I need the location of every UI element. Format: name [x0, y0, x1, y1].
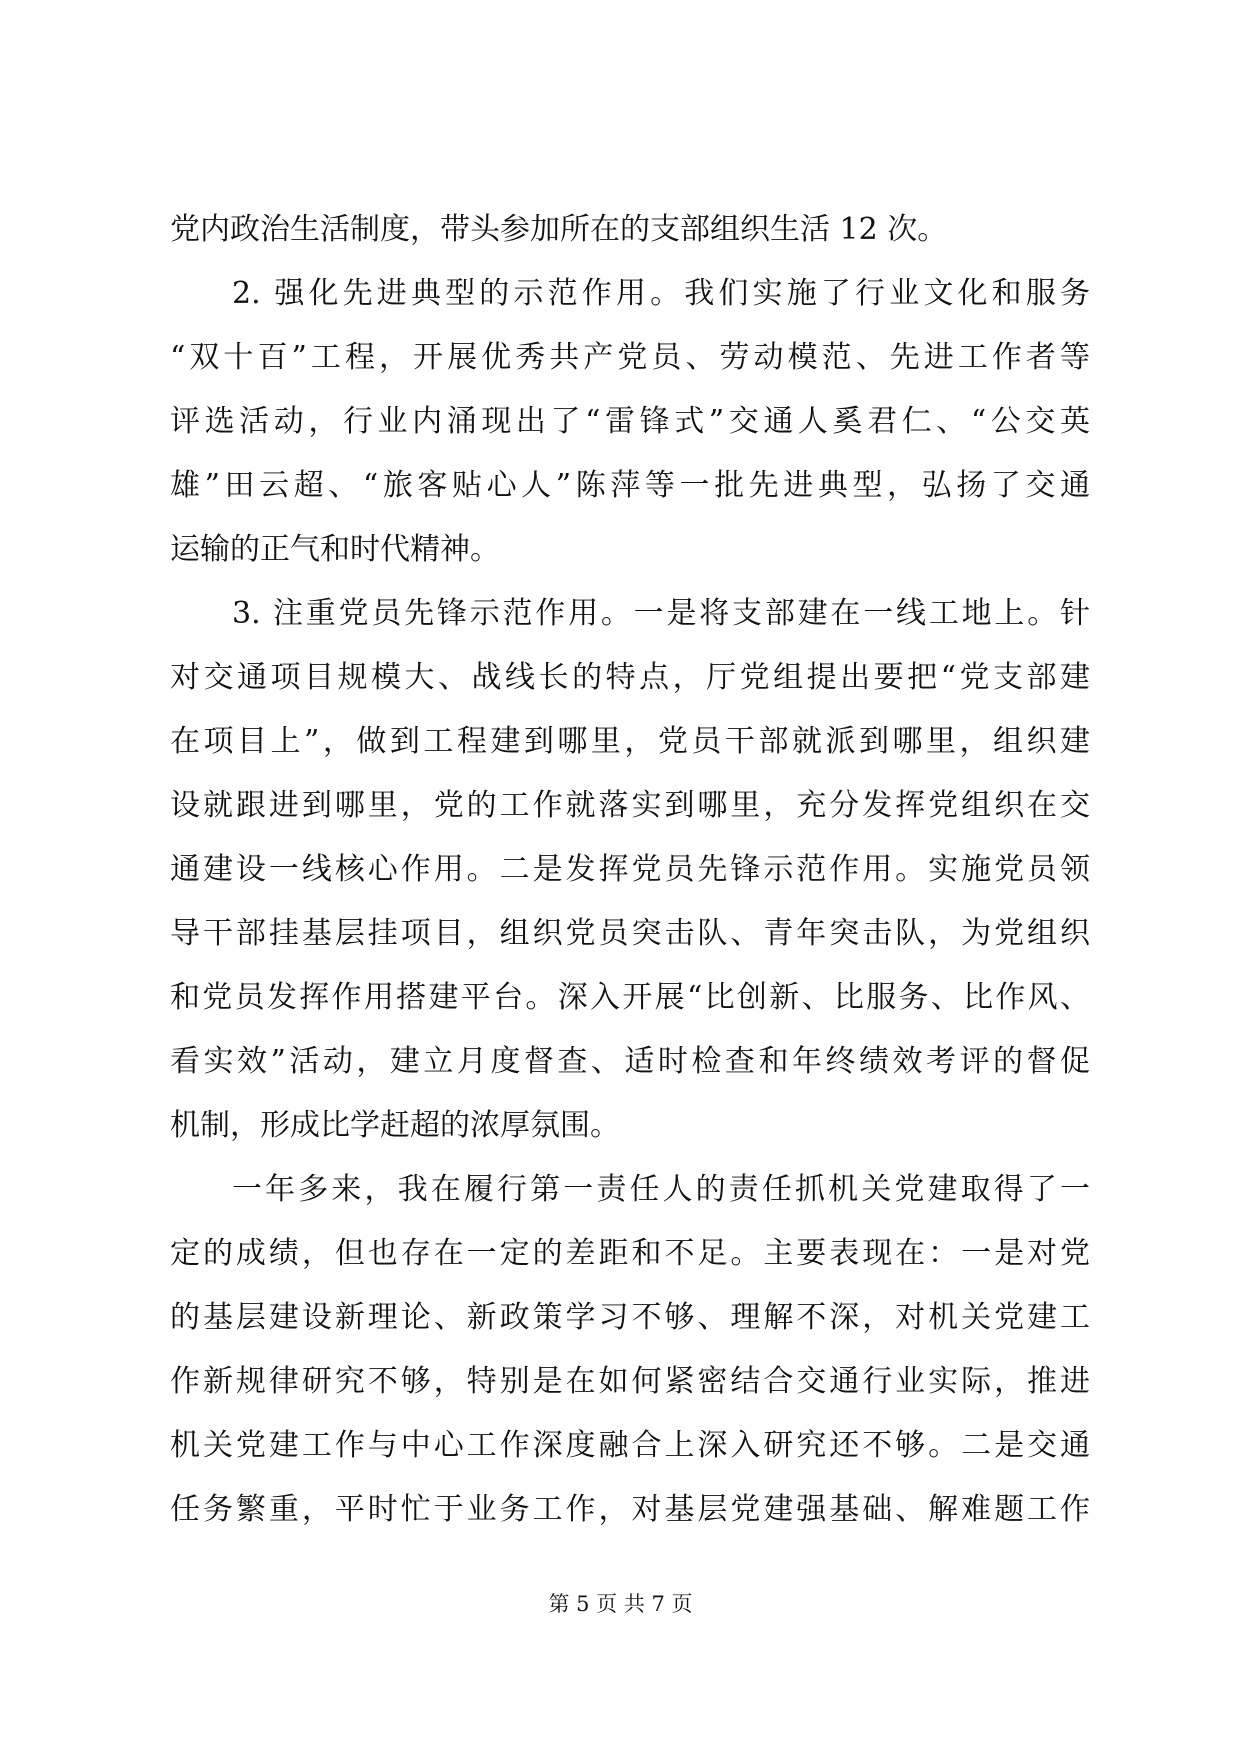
paragraph-2-line: 2. 强化先进典型的示范作用。我们实施了行业文化和服务 [232, 276, 1090, 311]
text-line: 设就跟进到哪里，党的工作就落实到哪里，充分发挥党组织在交 [170, 788, 1090, 823]
text-line: 任务繁重，平时忙于业务工作，对基层党建强基础、解难题工作 [170, 1492, 1090, 1527]
text-line: 运输的正气和时代精神。 [170, 532, 500, 567]
text-line: 通建设一线核心作用。二是发挥党员先锋示范作用。实施党员领 [170, 852, 1090, 887]
text-line: 作新规律研究不够，特别是在如何紧密结合交通行业实际，推进 [170, 1364, 1090, 1399]
text-line: 定的成绩，但也存在一定的差距和不足。主要表现在：一是对党 [170, 1236, 1090, 1271]
text-line: 对交通项目规模大、战线长的特点，厅党组提出要把“党支部建 [170, 660, 1090, 695]
text-line: 在项目上”，做到工程建到哪里，党员干部就派到哪里，组织建 [170, 724, 1090, 759]
text-line: 机关党建工作与中心工作深度融合上深入研究还不够。二是交通 [170, 1428, 1090, 1463]
text-line: 导干部挂基层挂项目，组织党员突击队、青年突击队，为党组织 [170, 916, 1090, 951]
page-number-footer: 第 5 页 共 7 页 [548, 1592, 693, 1616]
document-body [170, 198, 1090, 1542]
text-line: 党内政治生活制度，带头参加所在的支部组织生活 12 次。 [170, 212, 948, 247]
paragraph-3-line: 3. 注重党员先锋示范作用。一是将支部建在一线工地上。针 [232, 596, 1090, 631]
text-line: 看实效”活动，建立月度督查、适时检查和年终绩效考评的督促 [170, 1044, 1090, 1079]
text-line: 评选活动，行业内涌现出了“雷锋式”交通人奚君仁、“公交英 [170, 404, 1090, 439]
paragraph-4-line: 一年多来，我在履行第一责任人的责任抓机关党建取得了一 [232, 1172, 1090, 1207]
text-line: 雄”田云超、“旅客贴心人”陈萍等一批先进典型，弘扬了交通 [170, 468, 1090, 503]
text-line: 机制，形成比学赶超的浓厚氛围。 [170, 1108, 620, 1143]
text-line: 的基层建设新理论、新政策学习不够、理解不深，对机关党建工 [170, 1300, 1090, 1335]
text-line: “双十百”工程，开展优秀共产党员、劳动模范、先进工作者等 [170, 340, 1090, 375]
text-line: 和党员发挥作用搭建平台。深入开展“比创新、比服务、比作风、 [170, 980, 1090, 1015]
